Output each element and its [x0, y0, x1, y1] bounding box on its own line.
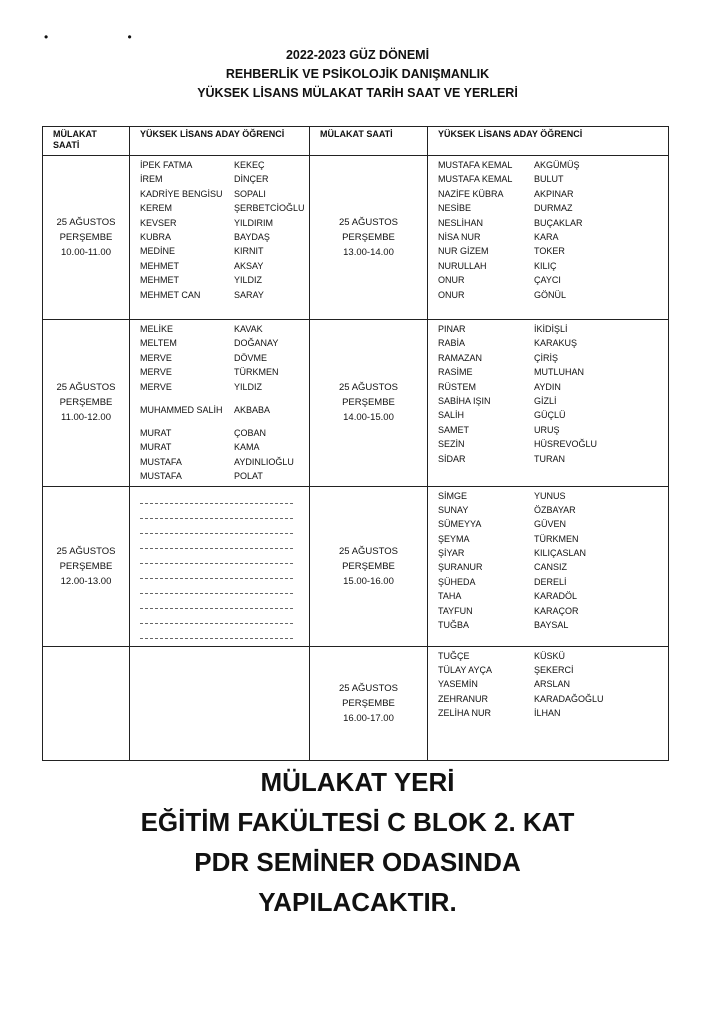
student-first-name: TAHA	[438, 591, 462, 602]
time-slot-left	[43, 320, 130, 487]
schedule-row	[43, 486, 669, 646]
time-slot-right	[310, 320, 428, 487]
student-entry	[438, 452, 664, 466]
page-header	[0, 46, 715, 103]
time-slot-line: 15.00-16.00	[343, 575, 394, 587]
time-slot-line: 25 AĞUSTOS	[56, 217, 116, 228]
student-last-name: AKGÜMÜŞ	[534, 160, 580, 170]
student-first-name: SABİHA IŞIN	[438, 395, 491, 406]
student-entry	[438, 546, 664, 560]
student-entry	[438, 187, 664, 201]
time-slot-line: PERŞEMBE	[59, 397, 113, 409]
schedule-row	[43, 646, 669, 760]
student-first-name: PINAR	[438, 324, 466, 334]
student-first-name: MURAT	[140, 427, 172, 438]
student-first-name: NİSA NUR	[438, 231, 481, 242]
student-first-name: MUSTAFA	[140, 471, 182, 482]
student-last-name: BAYDAŞ	[234, 231, 270, 242]
student-last-name: İKİDİŞLİ	[534, 324, 568, 334]
student-entry	[438, 618, 664, 632]
student-entry	[438, 244, 664, 258]
header-department: REHBERLİK VE PSİKOLOJİK DANIŞMANLIK	[225, 67, 490, 81]
student-last-name: KARADAĞOĞLU	[534, 693, 604, 704]
student-entry	[438, 589, 664, 603]
student-last-name: KILIÇASLAN	[534, 548, 587, 559]
student-list-left	[130, 156, 310, 320]
header-term: 2022-2023 GÜZ DÖNEMİ	[285, 48, 430, 62]
student-first-name: SAMET	[438, 424, 470, 435]
interview-schedule-table	[42, 126, 669, 761]
time-slot-left	[43, 156, 130, 320]
student-first-name: RABİA	[438, 338, 466, 349]
student-first-name: KADRİYE BENGİSU	[140, 188, 223, 199]
student-last-name: DERELİ	[534, 576, 567, 587]
empty-slot-line	[140, 489, 293, 504]
time-slot-line: 25 AĞUSTOS	[339, 217, 398, 228]
student-entry	[438, 532, 664, 546]
col-header-time-right: MÜLAKAT SAATİ	[310, 127, 428, 156]
student-list-left	[130, 320, 310, 487]
student-last-name: ÖZBAYAR	[534, 504, 576, 515]
student-first-name: ŞURANUR	[438, 562, 483, 573]
student-first-name: ONUR	[438, 289, 465, 300]
student-first-name: TAYFUN	[438, 605, 473, 616]
student-entry	[438, 575, 664, 589]
student-first-name: İPEK FATMA	[140, 160, 193, 170]
student-first-name: ŞİYAR	[438, 548, 465, 559]
schedule-row	[43, 320, 669, 487]
student-entry	[140, 158, 305, 172]
empty-slot-line	[140, 549, 293, 564]
student-entry	[438, 437, 664, 451]
student-first-name: TUĞBA	[438, 620, 470, 631]
student-first-name: NUR GİZEM	[438, 246, 489, 257]
student-entry	[140, 336, 305, 350]
student-last-name: ÇİRİŞ	[534, 352, 559, 363]
student-last-name: CANSIZ	[534, 562, 568, 573]
student-last-name: YILDIZ	[234, 275, 263, 286]
student-entry	[438, 259, 664, 273]
student-entry	[438, 365, 664, 379]
time-slot-line: 13.00-14.00	[343, 247, 394, 258]
header-subtitle: YÜKSEK LİSANS MÜLAKAT TARİH SAAT VE YERLERİ	[197, 86, 518, 100]
student-first-name: MELİKE	[140, 324, 174, 334]
student-first-name: MUSTAFA KEMAL	[438, 160, 513, 170]
student-last-name: MUTLUHAN	[534, 367, 585, 378]
student-last-name: TÜRKMEN	[234, 367, 279, 378]
student-last-name: KAMA	[234, 442, 260, 453]
time-slot-line: 25 AĞUSTOS	[56, 382, 116, 394]
time-slot-line: 25 AĞUSTOS	[339, 382, 398, 394]
time-slot-line: 14.00-15.00	[343, 412, 394, 424]
student-first-name: ONUR	[438, 275, 465, 286]
student-first-name: İREM	[140, 174, 163, 185]
student-entry	[140, 469, 305, 483]
student-last-name: KARAKUŞ	[534, 338, 578, 349]
student-last-name: DİNÇER	[234, 174, 269, 185]
time-slot-left	[43, 646, 130, 760]
student-last-name: KARA	[534, 231, 559, 242]
student-last-name: KARAÇOR	[534, 605, 579, 616]
time-slot-line: 12.00-13.00	[60, 575, 112, 587]
time-slot-line: 10.00-11.00	[60, 247, 111, 258]
student-entry	[438, 706, 664, 720]
student-list-right	[428, 646, 669, 760]
student-entry	[438, 216, 664, 230]
time-slot-line: PERŞEMBE	[342, 232, 395, 243]
student-entry	[140, 201, 305, 215]
student-first-name: NESİBE	[438, 203, 472, 214]
student-last-name: BAYSAL	[534, 620, 569, 631]
student-last-name: KARADÖL	[534, 591, 578, 602]
time-slot-right	[310, 156, 428, 320]
student-entry	[438, 560, 664, 574]
student-last-name: YILDIRIM	[234, 217, 274, 228]
student-last-name: TURAN	[534, 453, 565, 464]
student-entry	[438, 503, 664, 517]
schedule-row	[43, 156, 669, 320]
student-last-name: İLHAN	[534, 708, 561, 719]
student-entry	[438, 273, 664, 287]
empty-slot-line	[140, 609, 293, 624]
student-first-name: MEHMET	[140, 260, 179, 271]
student-first-name: ZELİHA NUR	[438, 708, 492, 719]
student-entry	[140, 259, 305, 273]
empty-slot-line	[140, 534, 293, 549]
student-first-name: SUNAY	[438, 504, 469, 515]
student-list-right	[428, 320, 669, 487]
scan-marks: • •	[44, 30, 170, 44]
student-entry	[140, 351, 305, 365]
student-last-name: DOĞANAY	[234, 338, 279, 349]
student-entry	[140, 288, 305, 302]
student-first-name: SİMGE	[438, 490, 468, 501]
student-last-name: AKPINAR	[534, 188, 574, 199]
student-entry	[438, 394, 664, 408]
student-entry	[438, 322, 664, 336]
time-slot-line: 25 AĞUSTOS	[339, 682, 398, 694]
student-first-name: KEREM	[140, 203, 173, 214]
student-last-name: POLAT	[234, 471, 263, 482]
student-first-name: ŞÜHEDA	[438, 576, 476, 587]
student-entry	[140, 455, 305, 469]
time-slot-right	[310, 486, 428, 646]
student-entry	[140, 394, 305, 426]
student-entry	[438, 158, 664, 172]
student-entry	[140, 216, 305, 230]
student-last-name: TÜRKMEN	[534, 533, 579, 544]
student-last-name: GÖNÜL	[534, 289, 567, 300]
student-first-name: MUSTAFA KEMAL	[438, 174, 513, 185]
time-slot-right	[310, 646, 428, 760]
student-entry	[140, 440, 305, 454]
student-first-name: ZEHRANUR	[438, 693, 489, 704]
student-entry	[140, 230, 305, 244]
student-first-name: ŞEYMA	[438, 533, 470, 544]
student-first-name: MERVE	[140, 381, 172, 392]
student-first-name: SALİH	[438, 410, 465, 421]
student-first-name: MURAT	[140, 442, 172, 453]
time-slot-line: PERŞEMBE	[342, 560, 395, 572]
time-slot-line: 11.00-12.00	[60, 412, 111, 424]
student-entry	[438, 380, 664, 394]
student-last-name: DÖVME	[234, 352, 268, 363]
footer-line-1: MÜLAKAT YERİ	[260, 767, 455, 797]
student-last-name: ŞERBETCİOĞLU	[234, 203, 305, 214]
student-last-name: URUŞ	[534, 424, 560, 435]
student-last-name: KEKEÇ	[234, 160, 265, 170]
student-entry	[438, 172, 664, 186]
student-entry	[140, 426, 305, 440]
student-first-name: TÜLAY AYÇA	[438, 664, 493, 675]
student-entry	[140, 322, 305, 336]
student-list-right	[428, 156, 669, 320]
student-last-name: TOKER	[534, 246, 565, 257]
time-slot-line: PERŞEMBE	[59, 232, 113, 243]
student-first-name: SEZİN	[438, 439, 465, 450]
student-last-name: SARAY	[234, 289, 264, 300]
empty-slot-line	[140, 579, 293, 594]
student-first-name: SİDAR	[438, 453, 466, 464]
student-first-name: TUĞÇE	[438, 650, 470, 661]
col-header-students-left: YÜKSEK LİSANS ADAY ÖĞRENCİ	[130, 127, 310, 156]
student-entry	[438, 351, 664, 365]
footer-line-3: PDR SEMİNER ODASINDA	[194, 847, 521, 877]
student-entry	[438, 663, 664, 677]
time-slot-left	[43, 486, 130, 646]
student-entry	[438, 408, 664, 422]
student-first-name: MERVE	[140, 367, 172, 378]
student-entry	[438, 201, 664, 215]
student-first-name: NESLİHAN	[438, 217, 484, 228]
student-last-name: HÜSREVOĞLU	[534, 439, 598, 450]
student-last-name: BUÇAKLAR	[534, 217, 583, 228]
student-first-name: MEDİNE	[140, 246, 176, 257]
student-entry	[438, 604, 664, 618]
col-header-students-right: YÜKSEK LİSANS ADAY ÖĞRENCİ	[428, 127, 669, 156]
time-slot-line: PERŞEMBE	[342, 697, 395, 709]
student-entry	[140, 365, 305, 379]
empty-slot-line	[140, 519, 293, 534]
student-first-name: MEHMET	[140, 275, 179, 286]
student-last-name: ŞEKERCİ	[534, 664, 574, 675]
student-last-name: KIRNIT	[234, 246, 264, 257]
student-entry	[140, 273, 305, 287]
student-last-name: AYDIN	[534, 381, 561, 392]
student-last-name: KAVAK	[234, 324, 263, 334]
empty-slot-line	[140, 504, 293, 519]
student-entry	[140, 380, 305, 394]
student-last-name: AKBABA	[234, 404, 271, 415]
student-list-left	[130, 486, 310, 646]
student-last-name: KILIÇ	[534, 260, 557, 271]
student-first-name: NAZİFE KÜBRA	[438, 188, 504, 199]
table-header-row	[43, 127, 669, 156]
student-first-name: MELTEM	[140, 338, 177, 349]
time-slot-line: 25 AĞUSTOS	[339, 545, 398, 557]
student-entry	[438, 489, 664, 503]
student-entry	[438, 423, 664, 437]
interview-location	[0, 762, 715, 922]
student-first-name: MEHMET CAN	[140, 289, 201, 300]
student-first-name: MUHAMMED SALİH	[140, 404, 223, 415]
student-last-name: GÜÇLÜ	[534, 410, 566, 421]
time-slot-line: 25 AĞUSTOS	[56, 545, 116, 557]
student-first-name: RÜSTEM	[438, 381, 476, 392]
student-last-name: GÜVEN	[534, 519, 567, 530]
student-last-name: KÜSKÜ	[534, 650, 566, 661]
footer-line-2: EĞİTİM FAKÜLTESİ C BLOK 2. KAT	[140, 807, 575, 837]
student-first-name: MERVE	[140, 352, 172, 363]
student-first-name: MUSTAFA	[140, 456, 182, 467]
student-entry	[140, 187, 305, 201]
footer-line-4: YAPILACAKTIR.	[258, 887, 457, 917]
student-last-name: YILDIZ	[234, 381, 263, 392]
student-last-name: ÇOBAN	[234, 427, 267, 438]
student-first-name: RAMAZAN	[438, 352, 483, 363]
student-first-name: YASEMİN	[438, 679, 478, 690]
student-last-name: ARSLAN	[534, 679, 571, 690]
student-last-name: YUNUS	[534, 490, 566, 501]
student-first-name: NURULLAH	[438, 260, 487, 271]
student-first-name: RASİME	[438, 367, 473, 378]
empty-slot-line	[140, 594, 293, 609]
time-slot-line: 16.00-17.00	[343, 712, 394, 724]
student-entry	[438, 230, 664, 244]
time-slot-line: PERŞEMBE	[342, 397, 395, 409]
student-entry	[438, 517, 664, 531]
student-last-name: AYDINLIOĞLU	[234, 456, 294, 467]
student-entry	[438, 649, 664, 663]
time-slot-line: PERŞEMBE	[59, 560, 113, 572]
student-last-name: AKSAY	[234, 260, 264, 271]
empty-slot-line	[140, 624, 293, 639]
student-entry	[140, 172, 305, 186]
empty-slot-line	[140, 564, 293, 579]
student-first-name: KEVSER	[140, 217, 177, 228]
student-last-name: SOPALI	[234, 188, 266, 199]
student-list-left	[130, 646, 310, 760]
student-first-name: SÜMEYYA	[438, 519, 482, 530]
student-entry	[140, 244, 305, 258]
student-first-name: KUBRA	[140, 231, 172, 242]
student-entry	[438, 288, 664, 302]
student-entry	[438, 336, 664, 350]
student-list-right	[428, 486, 669, 646]
student-last-name: ÇAYCI	[534, 275, 561, 286]
student-last-name: DURMAZ	[534, 203, 573, 214]
student-entry	[438, 677, 664, 691]
student-last-name: GİZLİ	[534, 395, 557, 406]
student-entry	[438, 692, 664, 706]
col-header-time-left: MÜLAKAT SAATİ	[43, 127, 130, 156]
student-last-name: BULUT	[534, 174, 564, 185]
